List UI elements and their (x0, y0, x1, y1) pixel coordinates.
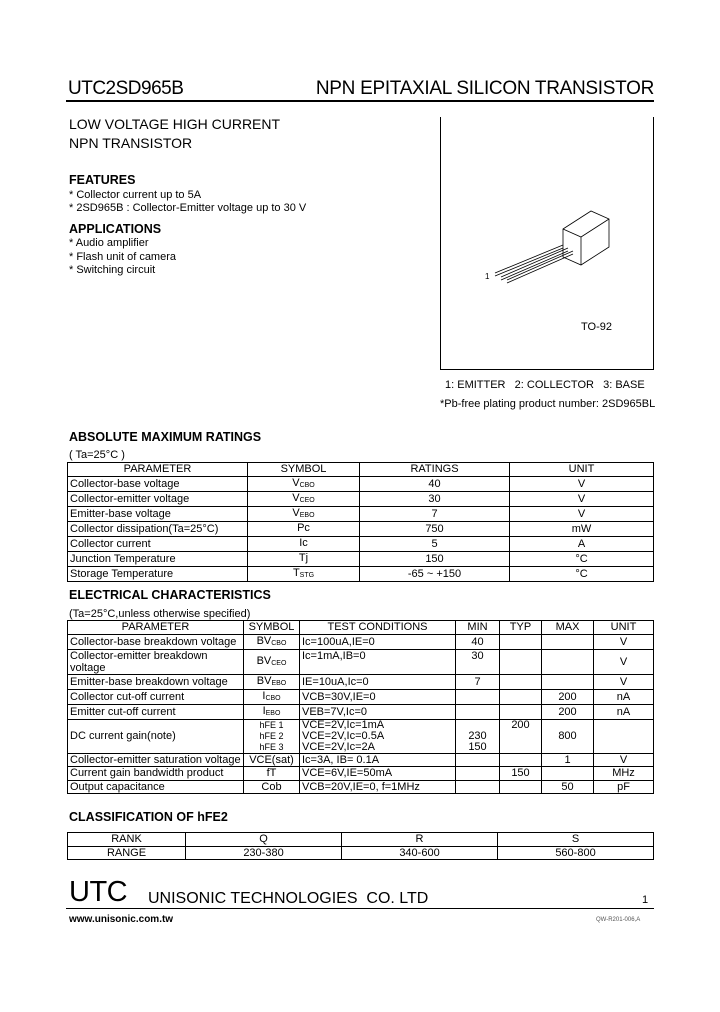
cell-symbol: fT (244, 767, 300, 781)
cell-symbol: $V_{CEO}$ (248, 491, 360, 506)
table-row (68, 649, 654, 674)
cell-condition: Ic=100uA,IE=0 (300, 634, 456, 649)
subtitle-line-2: NPN TRANSISTOR (69, 135, 193, 151)
table-row (68, 753, 654, 767)
cell-typ (500, 704, 542, 719)
cell-unit: nA (594, 704, 654, 719)
range-cell: 230-380 (186, 846, 342, 860)
application-item: * Audio amplifier (69, 237, 149, 249)
table-row (68, 566, 654, 581)
elec-table (67, 620, 654, 794)
cell-condition: IE=10uA,Ic=0 (300, 674, 456, 689)
range-cell: 340-600 (342, 846, 498, 860)
col-header: SYMBOL (248, 463, 360, 477)
cell-typ: 150 (500, 767, 542, 781)
rank-label: RANK (68, 833, 186, 847)
cell-min: 30 (456, 649, 500, 674)
cell-unit: V (510, 476, 654, 491)
cell-rating: 5 (360, 536, 510, 551)
table-row (68, 634, 654, 649)
col-header: MIN (456, 621, 500, 635)
cell-symbol: $I_{CBO}$ (244, 689, 300, 704)
classification-table (67, 832, 654, 860)
cell-max (542, 767, 594, 781)
cell-condition: VCB=20V,IE=0, f=1MHz (300, 780, 456, 794)
features-heading: FEATURES (69, 173, 136, 187)
table-row (68, 521, 654, 536)
cell-unit: °C (510, 566, 654, 581)
range-cell: 560-800 (498, 846, 654, 860)
cell-param: Storage Temperature (68, 566, 248, 581)
cell-symbol: $V_{CBO}$ (248, 476, 360, 491)
table-row (68, 767, 654, 781)
cell-symbol: Tj (248, 551, 360, 566)
cell-condition: VEB=7V,Ic=0 (300, 704, 456, 719)
abs-max-title: ABSOLUTE MAXIMUM RATINGS (69, 430, 262, 444)
cell-condition: VCE=2V,Ic=1mA VCE=2V,Ic=0.5A VCE=2V,Ic=2A (300, 719, 456, 753)
cell-unit: A (510, 536, 654, 551)
col-header: UNIT (594, 621, 654, 635)
cell-typ (500, 753, 542, 767)
table-row (68, 719, 654, 753)
cell-condition: Ic=3A, IB= 0.1A (300, 753, 456, 767)
pin-1-label: 1 (485, 272, 490, 281)
cell-min (456, 767, 500, 781)
utc-logo: UTC (69, 876, 128, 908)
cell-condition: Ic=1mA,IB=0 (300, 649, 456, 674)
features-section (69, 174, 306, 278)
subtitle (69, 115, 280, 153)
package-name: TO-92 (581, 321, 612, 333)
table-row (68, 506, 654, 521)
cell-min (456, 689, 500, 704)
cell-min: 7 (456, 674, 500, 689)
cell-param: Junction Temperature (68, 551, 248, 566)
table-row (68, 689, 654, 704)
table-row (68, 833, 654, 847)
cell-unit (594, 719, 654, 753)
cell-typ (500, 674, 542, 689)
feature-item: * 2SD965B : Collector-Emitter voltage up to 30 V (69, 202, 307, 214)
cell-min (456, 780, 500, 794)
cell-min (456, 753, 500, 767)
cell-condition: VCB=30V,IE=0 (300, 689, 456, 704)
package-box (440, 117, 654, 370)
cell-typ (500, 780, 542, 794)
cell-param: Collector current (68, 536, 248, 551)
cell-typ (500, 689, 542, 704)
cell-unit: mW (510, 521, 654, 536)
cell-symbol: VCE(sat) (244, 753, 300, 767)
cell-symbol: $BV_{CEO}$ (244, 649, 300, 674)
abs-max-condition: ( Ta=25°C ) (69, 449, 125, 461)
cell-rating: 7 (360, 506, 510, 521)
subtitle-line-1: LOW VOLTAGE HIGH CURRENT (69, 116, 281, 132)
cell-condition: VCE=6V,IE=50mA (300, 767, 456, 781)
col-header: PARAMETER (68, 621, 244, 635)
col-header: TEST CONDITIONS (300, 621, 456, 635)
cell-rating: 750 (360, 521, 510, 536)
page-number: 1 (642, 894, 649, 906)
cell-symbol: Ic (248, 536, 360, 551)
header-rule (66, 100, 654, 102)
cell-max (542, 634, 594, 649)
website-link[interactable]: www.unisonic.com.tw (69, 914, 174, 925)
table-row (68, 491, 654, 506)
cell-unit: V (594, 753, 654, 767)
col-header: UNIT (510, 463, 654, 477)
cell-unit: V (510, 491, 654, 506)
cell-typ (500, 649, 542, 674)
cell-rating: 150 (360, 551, 510, 566)
col-header: TYP (500, 621, 542, 635)
cell-param: Collector-base breakdown voltage (68, 634, 244, 649)
cell-rating: 40 (360, 476, 510, 491)
rank-cell: Q (186, 833, 342, 847)
range-label: RANGE (68, 846, 186, 860)
cell-unit: V (510, 506, 654, 521)
cell-symbol: hFE 1 hFE 2 hFE 3 (244, 719, 300, 753)
elec-title: ELECTRICAL CHARACTERISTICS (69, 588, 271, 602)
cell-param: Collector dissipation(Ta=25°C) (68, 521, 248, 536)
table-row (68, 551, 654, 566)
table-row (68, 846, 654, 860)
abs-max-table (67, 462, 654, 582)
part-number: UTC2SD965B (68, 78, 184, 99)
cell-param: Collector-emitter voltage (68, 491, 248, 506)
to92-package-drawing (441, 117, 653, 369)
table-row (68, 476, 654, 491)
pinout: 1: EMITTER 2: COLLECTOR 3: BASE (445, 379, 645, 391)
cell-param: Collector-emitter breakdown voltage (68, 649, 244, 674)
table-row (68, 674, 654, 689)
cell-symbol: $I_{EBO}$ (244, 704, 300, 719)
feature-item: * Collector current up to 5A (69, 188, 202, 201)
rank-cell: S (498, 833, 654, 847)
cell-param: Collector-base voltage (68, 476, 248, 491)
company-name: UNISONIC TECHNOLOGIES CO. LTD (148, 890, 429, 907)
cell-param: Emitter-base breakdown voltage (68, 674, 244, 689)
cell-symbol: $BV_{EBO}$ (244, 674, 300, 689)
cell-max: 1 (542, 753, 594, 767)
cell-unit: V (594, 634, 654, 649)
cell-param: Emitter-base voltage (68, 506, 248, 521)
cell-max: 200 (542, 704, 594, 719)
cell-min: 40 (456, 634, 500, 649)
cell-typ: 200 (500, 719, 542, 753)
cell-param: Collector cut-off current (68, 689, 244, 704)
cell-unit: MHz (594, 767, 654, 781)
cell-param: Emitter cut-off current (68, 704, 244, 719)
cell-min (456, 704, 500, 719)
cell-max: 200 (542, 689, 594, 704)
cell-unit: V (594, 649, 654, 674)
cell-max (542, 649, 594, 674)
cell-symbol: Pc (248, 521, 360, 536)
col-header: RATINGS (360, 463, 510, 477)
cell-param: Current gain bandwidth product (68, 767, 244, 781)
cell-max: 50 (542, 780, 594, 794)
cell-param: Output capacitance (68, 780, 244, 794)
cell-unit: pF (594, 780, 654, 794)
col-header: PARAMETER (68, 463, 248, 477)
cell-typ (500, 634, 542, 649)
cell-param: Collector-emitter saturation voltage (68, 753, 244, 767)
cell-rating: 30 (360, 491, 510, 506)
applications-heading: APPLICATIONS (69, 221, 162, 236)
application-item: * Switching circuit (69, 264, 156, 276)
application-item: * Flash unit of camera (69, 250, 176, 263)
cell-symbol: $V_{EBO}$ (248, 506, 360, 521)
cell-symbol: Cob (244, 780, 300, 794)
document-code: QW-R201-006,A (596, 917, 641, 923)
cell-unit: V (594, 674, 654, 689)
pb-free-note: *Pb-free plating product number: 2SD965BL (440, 398, 656, 410)
cell-unit: °C (510, 551, 654, 566)
col-header: MAX (542, 621, 594, 635)
cell-rating: -65 ~ +150 (360, 566, 510, 581)
cell-unit: nA (594, 689, 654, 704)
cell-max (542, 674, 594, 689)
footer-rule (66, 908, 654, 909)
cell-param: DC current gain(note) (68, 719, 244, 753)
rank-cell: R (342, 833, 498, 847)
cell-symbol: $T_{STG}$ (248, 566, 360, 581)
cell-max: 800 (542, 719, 594, 753)
table-row (68, 536, 654, 551)
table-header-row (68, 621, 654, 635)
cell-min: 230 150 (456, 719, 500, 753)
table-header-row (68, 463, 654, 477)
document-title: NPN EPITAXIAL SILICON TRANSISTOR (315, 78, 654, 99)
elec-condition: (Ta=25°C,unless otherwise specified) (69, 608, 251, 620)
classification-title: CLASSIFICATION OF hFE2 (69, 810, 228, 824)
table-row (68, 704, 654, 719)
col-header: SYMBOL (244, 621, 300, 635)
cell-symbol: $BV_{CBO}$ (244, 634, 300, 649)
table-row (68, 780, 654, 794)
